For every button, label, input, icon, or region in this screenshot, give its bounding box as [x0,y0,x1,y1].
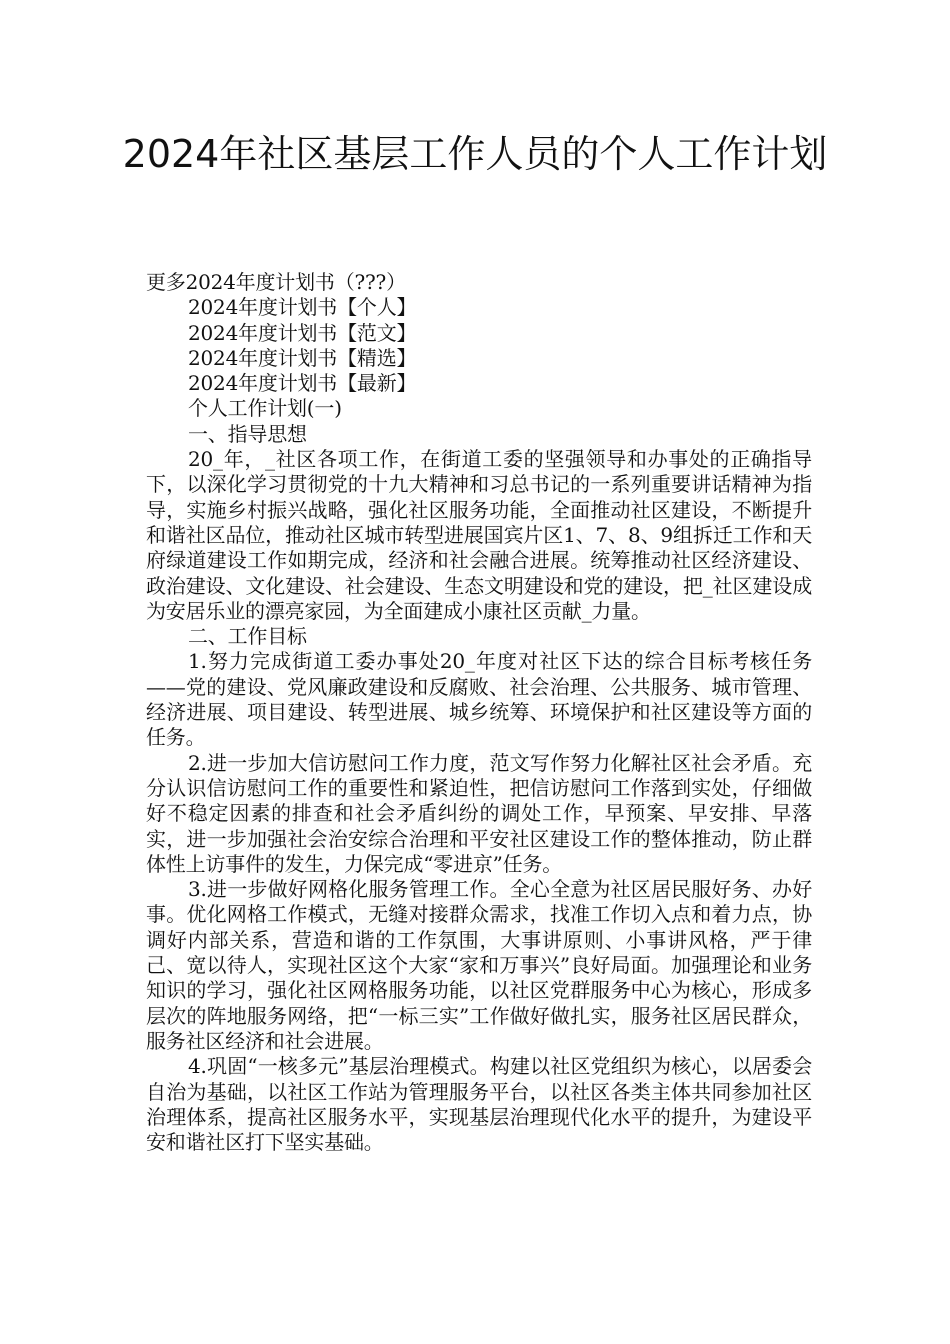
link-plan-personal[interactable]: 2024年度计划书【个人】 [188,295,417,320]
section-heading-work-goals: 二、工作目标 [188,624,307,649]
paragraph-goal-2: 2.进一步加大信访慰问工作力度，范文写作努力化解社区社会矛盾。充分认识信访慰问工作的重要性和紧迫性，把信访慰问工作落到实处，仔细做好不稳定因素的排查和社会矛盾纠纷的调处工作，早预案、早安排、早落实，进一步加强社会治安综合治理和平安社区建设工作的整体推动，防止群体性上访事件的发生，力保完成“零进京”任务。 [146,750,812,876]
paragraph-goal-1: 1.努力完成街道工委办事处20_年度对社区下达的综合目标考核任务——党的建设、党风廉政建设和反腐败、社会治理、公共服务、城市管理、经济进展、项目建设、转型进展、城乡统筹、环境保护和社区建设等方面的任务。 [146,649,812,750]
paragraph-goal-3: 3.进一步做好网格化服务管理工作。全心全意为社区居民服好务、办好事。优化网格工作模式，无缝对接群众需求，找准工作切入点和着力点，协调好内部关系，营造和谐的工作氛围，大事讲原则、小事讲风格，严于律己、宽以待人，实现社区这个大家“家和万事兴”良好局面。加强理论和业务知识的学习，强化社区网格服务功能，以社区党群服务中心为核心，形成多层次的阵地服务网络，把“一标三实”工作做好做扎实，服务社区居民群众，服务社区经济和社会进展。 [146,877,812,1053]
link-plan-sample[interactable]: 2024年度计划书【范文】 [188,320,417,345]
paragraph-goal-4: 4.巩固“一核多元”基层治理模式。构建以社区党组织为核心，以居委会自治为基础，以社区工作站为管理服务平台，以社区各类主体共同参加社区治理体系，提高社区服务水平，实现基层治理现代化水平的提升，为建设平安和谐社区打下坚实基础。 [146,1054,812,1155]
document-body [146,270,812,1155]
paragraph-guiding-thought: 20_年，_社区各项工作，在街道工委的坚强领导和办事处的正确指导下，以深化学习贯彻党的十九大精神和习总书记的一系列重要讲话精神为指导，实施乡村振兴战略，强化社区服务功能，全面推动社区建设，不断提升和谐社区品位，推动社区城市转型进展国宾片区1、7、8、9组拆迁工作和天府绿道建设工作如期完成，经济和社会融合进展。统筹推动社区经济建设、政治建设、文化建设、社会建设、生态文明建设和党的建设，把_社区建设成为安居乐业的漂亮家园，为全面建成小康社区贡献_力量。 [146,447,812,623]
document-title: 2024年社区基层工作人员的个人工作计划 [122,132,828,176]
section-heading-plan-one: 个人工作计划(一) [188,396,342,421]
paragraph-more-plans: 更多2024年度计划书（???） [146,270,406,294]
link-plan-latest[interactable]: 2024年度计划书【最新】 [188,371,417,396]
link-plan-selected[interactable]: 2024年度计划书【精选】 [188,345,417,370]
section-heading-guiding-thought: 一、指导思想 [188,421,307,446]
